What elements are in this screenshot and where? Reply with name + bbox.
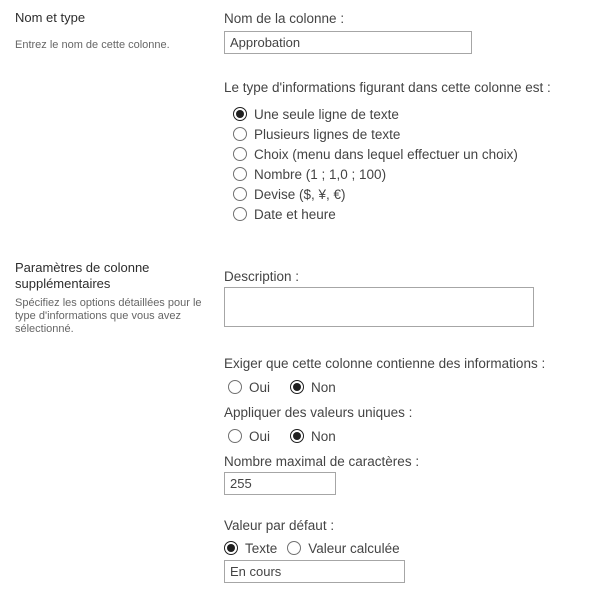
default-value-input-wrap: [224, 560, 606, 583]
radio-require-oui[interactable]: [228, 378, 270, 396]
column-name-label: Nom de la colonne :: [224, 11, 345, 26]
radio-option-choice[interactable]: [233, 144, 606, 164]
max-chars-input[interactable]: [224, 472, 336, 495]
radio-icon[interactable]: [287, 541, 301, 555]
unique-values-radio-group: [224, 427, 606, 445]
radio-icon[interactable]: [233, 147, 247, 161]
section-additional-title: Paramètres de colonne supplémentaires: [15, 260, 150, 292]
default-value-input[interactable]: [224, 560, 405, 583]
section-name-type-title: Nom et type: [15, 10, 86, 25]
radio-option-label: Non: [311, 379, 336, 395]
section-additional-description: Spécifiez les options détaillées pour le type d'informations que vous avez sélectionné.: [15, 296, 202, 336]
radio-icon[interactable]: [233, 107, 247, 121]
section-additional-fields: [224, 260, 606, 583]
column-name-input[interactable]: [224, 31, 472, 54]
radio-option-multi-line-text[interactable]: [233, 124, 606, 144]
radio-unique-non[interactable]: [290, 427, 336, 445]
radio-option-label: Valeur calculée: [308, 540, 400, 556]
section-additional-info: [15, 260, 224, 337]
radio-option-label: Non: [311, 428, 336, 444]
require-info-radio-group: [224, 378, 606, 396]
radio-unique-oui[interactable]: [228, 427, 270, 445]
type-radio-group: [224, 104, 606, 224]
description-label: Description :: [224, 269, 300, 284]
radio-option-label: Choix (menu dans lequel effectuer un choix): [254, 146, 518, 162]
radio-icon[interactable]: [290, 429, 304, 443]
radio-option-currency[interactable]: [233, 184, 606, 204]
radio-option-label: Devise ($, ¥, €): [254, 186, 346, 202]
default-value-radio-group: [224, 539, 606, 557]
radio-icon[interactable]: [290, 380, 304, 394]
radio-default-texte[interactable]: [224, 539, 277, 557]
radio-option-date-time[interactable]: [233, 204, 606, 224]
radio-icon[interactable]: [233, 187, 247, 201]
radio-option-label: Une seule ligne de texte: [254, 106, 399, 122]
section-name-type: [15, 10, 606, 224]
radio-option-single-line-text[interactable]: [233, 104, 606, 124]
radio-icon[interactable]: [233, 207, 247, 221]
radio-icon[interactable]: [228, 429, 242, 443]
radio-option-number[interactable]: [233, 164, 606, 184]
radio-icon[interactable]: [233, 167, 247, 181]
radio-option-label: Date et heure: [254, 206, 336, 222]
section-name-type-fields: [224, 10, 606, 224]
description-textarea[interactable]: [224, 287, 534, 327]
radio-option-label: Plusieurs lignes de texte: [254, 126, 401, 142]
radio-icon[interactable]: [233, 127, 247, 141]
radio-require-non[interactable]: [290, 378, 336, 396]
section-additional-settings: [15, 260, 606, 583]
radio-option-label: Texte: [245, 540, 278, 556]
radio-option-label: Oui: [249, 379, 271, 395]
radio-option-label: Oui: [249, 428, 271, 444]
radio-option-label: Nombre (1 ; 1,0 ; 100): [254, 166, 387, 182]
radio-default-valeur-calculee[interactable]: [287, 539, 399, 557]
unique-values-label: Appliquer des valeurs uniques :: [224, 405, 413, 420]
radio-icon[interactable]: [224, 541, 238, 555]
radio-icon[interactable]: [228, 380, 242, 394]
default-value-label: Valeur par défaut :: [224, 518, 335, 533]
max-chars-label: Nombre maximal de caractères :: [224, 454, 420, 469]
section-name-type-description: Entrez le nom de cette colonne.: [15, 39, 170, 52]
section-name-type-info: [15, 10, 224, 53]
type-group-label: Le type d'informations figurant dans cette colonne est :: [224, 80, 551, 95]
require-info-label: Exiger que cette colonne contienne des informations :: [224, 356, 546, 371]
